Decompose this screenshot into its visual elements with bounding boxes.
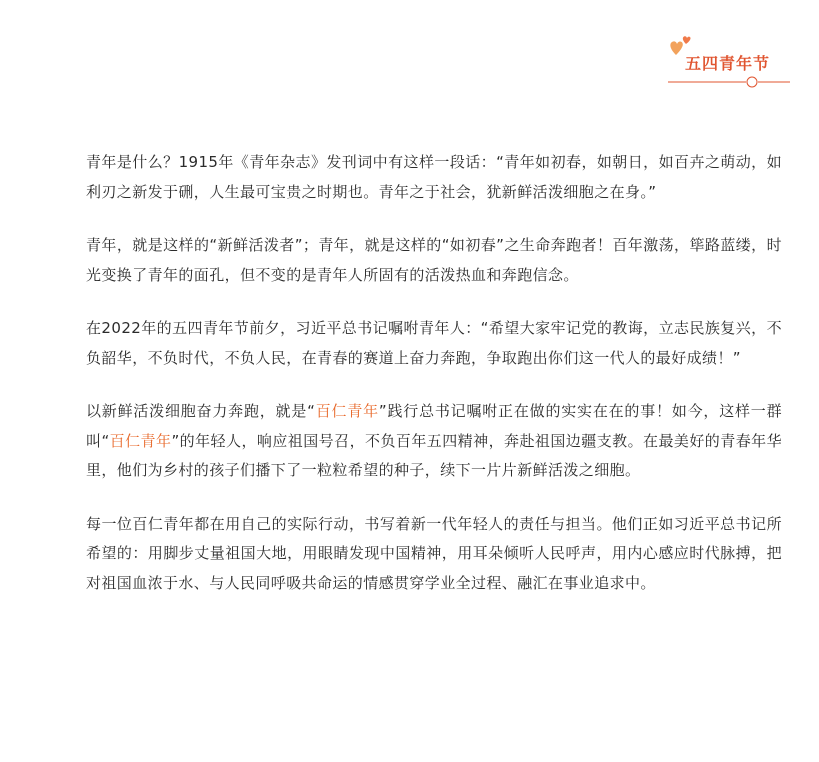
- paragraph-3: 在2022年的五四青年节前夕，习近平总书记嘱咐青年人：“希望大家牢记党的教诲，立志民族复兴，不负韶华，不负时代，不负人民，在青春的赛道上奋力奔跑，争取跑出你们这一代人的最好成绩！”: [86, 319, 782, 367]
- paragraph-2: 青年，就是这样的“新鲜活泼者”；青年，就是这样的“如初春”之生命奔跑者！百年激荡，筚路蓝缕，时光变换了青年的面孔，但不变的是青年人所固有的活泼热血和奔跑信念。: [86, 236, 782, 284]
- paragraph-1: 青年是什么？1915年《青年杂志》发刊词中有这样一段话：“青年如初春，如朝日，如百卉之萌动，如利刃之新发于硎，人生最可宝贵之时期也。青年之于社会，犹新鲜活泼细胞之在身。”: [86, 153, 782, 201]
- youth-day-badge: [668, 34, 790, 94]
- decorative-divider: [668, 76, 790, 88]
- highlight-bairen-youth: 百仁青年: [315, 402, 379, 420]
- article-body: [86, 148, 782, 622]
- paragraph-5: 每一位百仁青年都在用自己的实际行动，书写着新一代年轻人的责任与担当。他们正如习近平总书记所希望的：用脚步丈量祖国大地，用眼睛发现中国精神，用耳朵倾听人民呼声，用内心感应时代脉搏，把对祖国血浓于水、与人民同呼吸共命运的情感贯穿学业全过程、融汇在事业追求中。: [86, 514, 782, 592]
- badge-title: 五四青年节: [685, 54, 771, 73]
- paragraph-4: [86, 397, 782, 486]
- highlight-bairen-youth: 百仁青年: [109, 431, 172, 450]
- paragraph-4-text: 以新鲜活泼细胞奋力奔跑，就是“: [86, 402, 316, 420]
- paragraph-4-text: ”的年轻人，响应祖国号召，不负百年五四精神，奔赴祖国边疆支教。在最美好的青春年华里，他们为乡村的孩子们播下了一粒粒希望的种子，续下一片片新鲜活泼之细胞。: [86, 431, 782, 479]
- paragraph-4-text: ”践行总书记嘱咐正在做的实实在在的事！如今，这样一群叫“: [86, 402, 782, 450]
